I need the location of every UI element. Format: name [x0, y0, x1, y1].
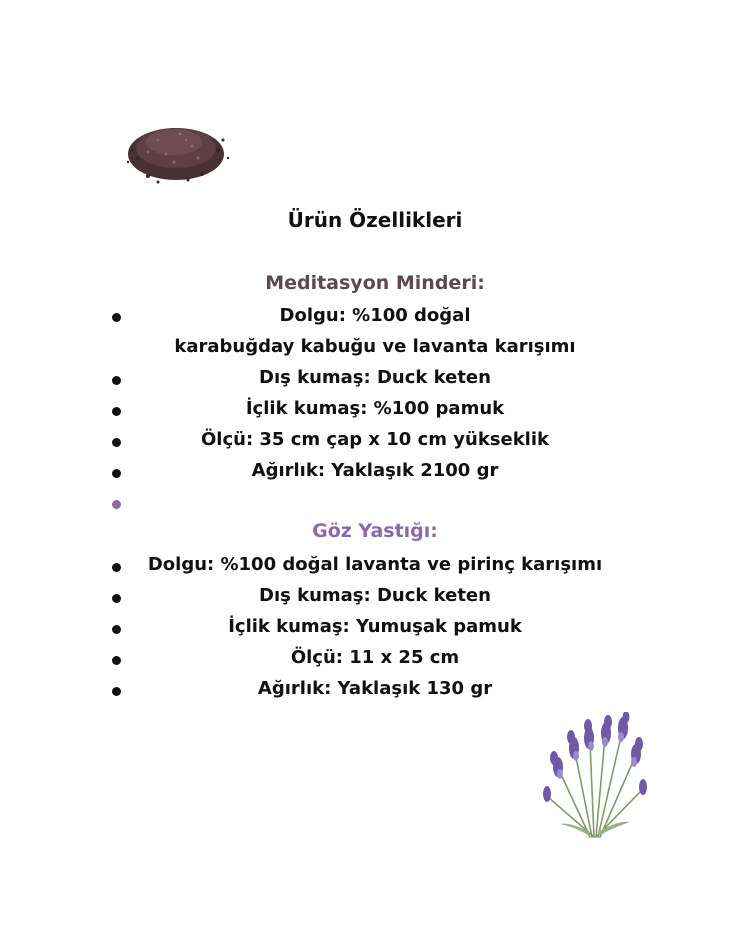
eye-pillow-item-size: Ölçü: 11 x 25 cm	[290, 647, 460, 668]
eye-pillow-item-inner-fabric: İçlik kumaş: Yumuşak pamuk	[228, 616, 522, 637]
buckwheat-hulls-image	[118, 110, 233, 192]
meditation-item-size: Ölçü: 35 cm çap x 10 cm yükseklik	[200, 429, 549, 450]
meditation-item-filling-continued: karabuğday kabuğu ve lavanta karışımı	[174, 336, 576, 357]
meditation-cushion-heading: Meditasyon Minderi:	[265, 272, 485, 294]
meditation-item-filling: Dolgu: %100 doğal	[279, 305, 471, 326]
meditation-item-weight: Ağırlık: Yaklaşık 2100 gr	[251, 460, 499, 481]
page-title: Ürün Özellikleri	[287, 208, 463, 232]
eye-pillow-item-outer-fabric: Dış kumaş: Duck keten	[259, 585, 491, 606]
meditation-item-outer-fabric: Dış kumaş: Duck keten	[259, 367, 491, 388]
eye-pillow-heading: Göz Yastığı:	[312, 520, 438, 542]
eye-pillow-item-filling: Dolgu: %100 doğal lavanta ve pirinç karışımı	[147, 554, 603, 575]
meditation-item-inner-fabric: İçlik kumaş: %100 pamuk	[245, 398, 505, 419]
empty-bullet-icon	[112, 500, 121, 509]
eye-pillow-item-weight: Ağırlık: Yaklaşık 130 gr	[257, 678, 493, 699]
lavender-bouquet-image	[530, 712, 660, 840]
